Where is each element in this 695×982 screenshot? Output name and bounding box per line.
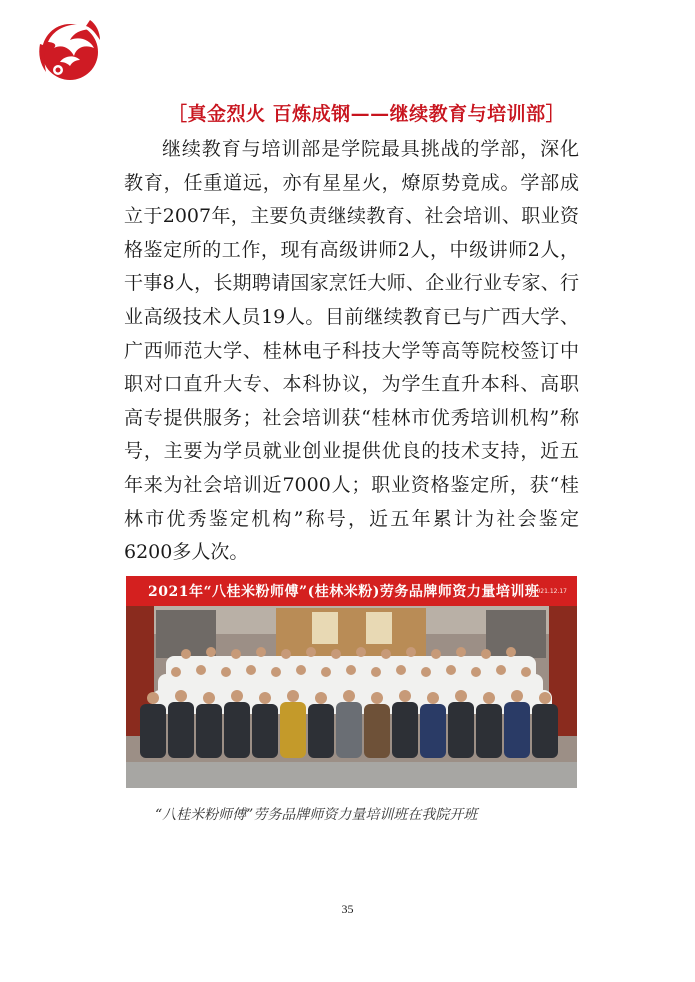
page-number: 35 bbox=[341, 902, 354, 916]
group-photo bbox=[126, 576, 577, 788]
photo-banner bbox=[126, 576, 577, 606]
photo-caption: “八桂米粉师傅”劳务品牌师资力量培训班在我院开班 bbox=[155, 807, 478, 823]
body-paragraph: 继续教育与培训部是学院最具挑战的学部，深化教育，任重道远，亦有星星火，燎原势竟成。学部成立于2007年，主要负责继续教育、社会培训、职业资格鉴定所的工作，现有高级讲师2人，中级讲师2人，干事8人，长期聘请国家烹饪大师、企业行业专家、行业高级技术人员19人。目前继续教育已与广西大学、广西师范大学、桂林电子科技大学等高等院校签订中职对口直升大专、本科协议，为学生直升本科、高职高专提供服务；社会培训获“桂林市优秀培训机构”称号，主要为学员就业创业提供优良的技术支持，近五年来为社会培训近7000人；职业资格鉴定所，获“桂林市优秀鉴定机构”称号，近五年累计为社会鉴定6200多人次。 bbox=[124, 138, 579, 564]
section-heading: ［真金烈火 百炼成钢——继续教育与培训部］ bbox=[168, 103, 566, 125]
banner-date: 2021.12.17 bbox=[532, 588, 567, 595]
banner-title: 2021年“八桂米粉师傅”(桂林米粉)劳务品牌师资力量培训班 bbox=[148, 584, 540, 600]
phoenix-logo bbox=[34, 14, 106, 86]
